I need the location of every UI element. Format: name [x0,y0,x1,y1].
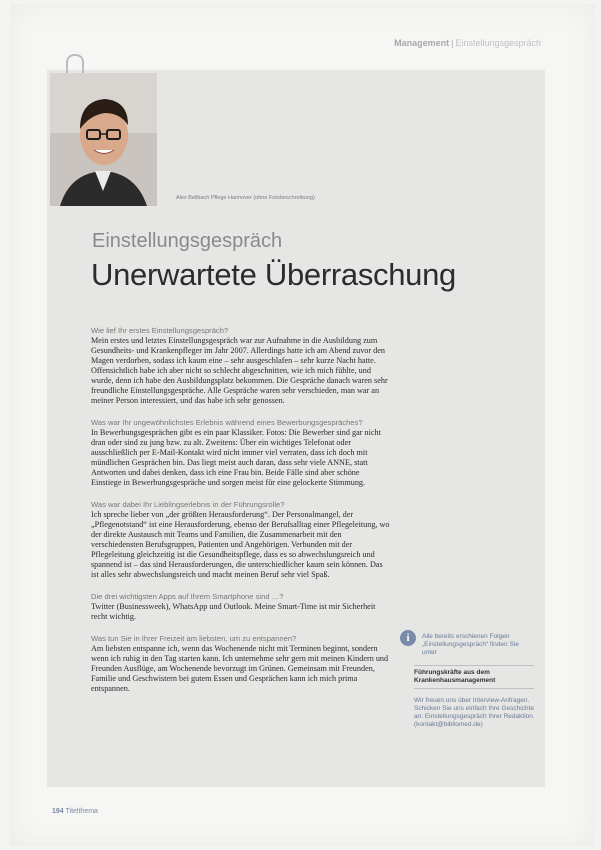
question: Wie lief Ihr erstes Einstellungsgespräch? [91,326,229,335]
portrait-photo [50,73,157,206]
qa-block [91,418,391,488]
question: Was tun Sie in Ihrer Freizeit am liebsten, um zu entspannen? [91,634,297,643]
sidebar-intro: Alle bereits erschienen Folgen „Einstellungsgespräch“ finden Sie unter [422,633,519,656]
article-title: Unerwartete Überraschung [91,257,456,292]
sidebar-heading: Führungskräfte aus dem Krankenhausmanagement [414,665,534,689]
article-kicker: Einstellungsgespräch [92,230,283,252]
page-footer [52,808,98,815]
info-sidebar [414,633,534,729]
question: Was war Ihr ungewöhnlichstes Erlebnis während eines Bewerbungsgespräches? [91,418,363,427]
page-header [394,38,541,48]
answer: Am liebsten entspanne ich, wenn das Wochenende nicht mit Terminen beginnt, sondern wenn ich ruhig in den Tag starten kann. Ich unternehme sehr gern mit meinen Kindern und Freunden Ausflüge, am Wochenende bevorzugt im Grünen. Gemeinsam mit Freunden, Familie und Geschwistern bei gutem Essen und Gesprächen kann ich mich prima entspannen. [91,644,389,693]
info-icon: i [400,630,416,646]
sidebar-contact: Wir freuen uns über Interview-Anfragen. Schicken Sie uns einfach Ihre Geschichte an: Einstellungsgespräch Ihrer Redaktion (kontakt@bibliomed.de) [414,697,534,728]
topic-label: Einstellungsgespräch [455,38,541,48]
header-separator: | [451,38,454,48]
portrait-illustration [50,73,157,206]
qa-block [91,326,391,406]
footer-title: Titelthema [65,808,98,815]
answer: Ich spreche lieber von „der größten Herausforderung“. Der Personalmangel, der „Pflegenotstand“ ist eine Herausforderung, ebenso der Berufsalltag einer Pflegeleitung, wo der direkte Austausch mit Teams und Familien, die Zusammenarbeit mit den verschiedensten Berufsgruppen, Patienten und Angehörigen. Verbunden mit der Pflegeleitung gleichzeitig ist die Gesundheitspflege, dass es so abwechslungsreich und spannend ist – das sind Herausforderungen, die unterschiedlicher kaum sein können. Das ist alles sehr abwechslungsreich und macht meinen Beruf sehr viel Spaß. [91,510,390,579]
question: Die drei wichtigsten Apps auf Ihrem Smartphone sind …? [91,592,284,601]
answer: Twitter (Businessweek), WhatsApp und Outlook. Meine Smart-Time ist mir Sicherheit recht wichtig. [91,602,376,621]
answer: Mein erstes und letztes Einstellungsgespräch war zur Aufnahme in die Ausbildung zum Gesundheits- und Krankenpfleger im Jahr 2007. Allerdings hatte ich am Abend zuvor den Magen verdorben, sodass ich kaum eine – sehr ausgeschlafen – sehr kurze Nacht hatte. Offensichtlich habe ich aber nicht so schlecht abgeschnitten, wie ich mich fühlte, und wurde, denn ich habe den Ausbildungsplatz bekommen. Die Gespräche danach waren sehr freundliche Einstellungsgespräche. Alle Gespräche waren sehr verschieden, man war an meiner Person interessiert, und das habe ich sehr genossen. [91,336,388,405]
qa-block [91,592,391,622]
page-number: 194 [52,808,64,815]
section-label: Management [394,38,450,48]
qa-block [91,634,391,694]
qa-block [91,500,391,580]
answer: In Bewerbungsgesprächen gibt es ein paar Klassiker. Fotos: Die Bewerber sind gar nicht dran oder sind zu jung bzw. zu alt. Zweitens: Über ein wichtiges Telefonat oder ausschließlich per E-Mail-Kontakt wird nicht immer viel verraten, dass ich doch mit mündlichen Gesprächen bin. Das liegt meist auch daran, dass sehr viele ANNE, statt Antworten und dabei denken, dass ich eine Frau bin. Beide Fälle sind aber schöne Einstiege in Bewerbungsgespräche und sorgen meist für eine gelockerte Stimmung. [91,428,381,487]
photo-caption: Alex Bellbach Pflege Hannover (ohne Fotobeschreibung) [176,195,315,201]
interview-body [91,326,391,706]
question: Was war dabei Ihr Lieblingserlebnis in der Führungsrolle? [91,500,285,509]
